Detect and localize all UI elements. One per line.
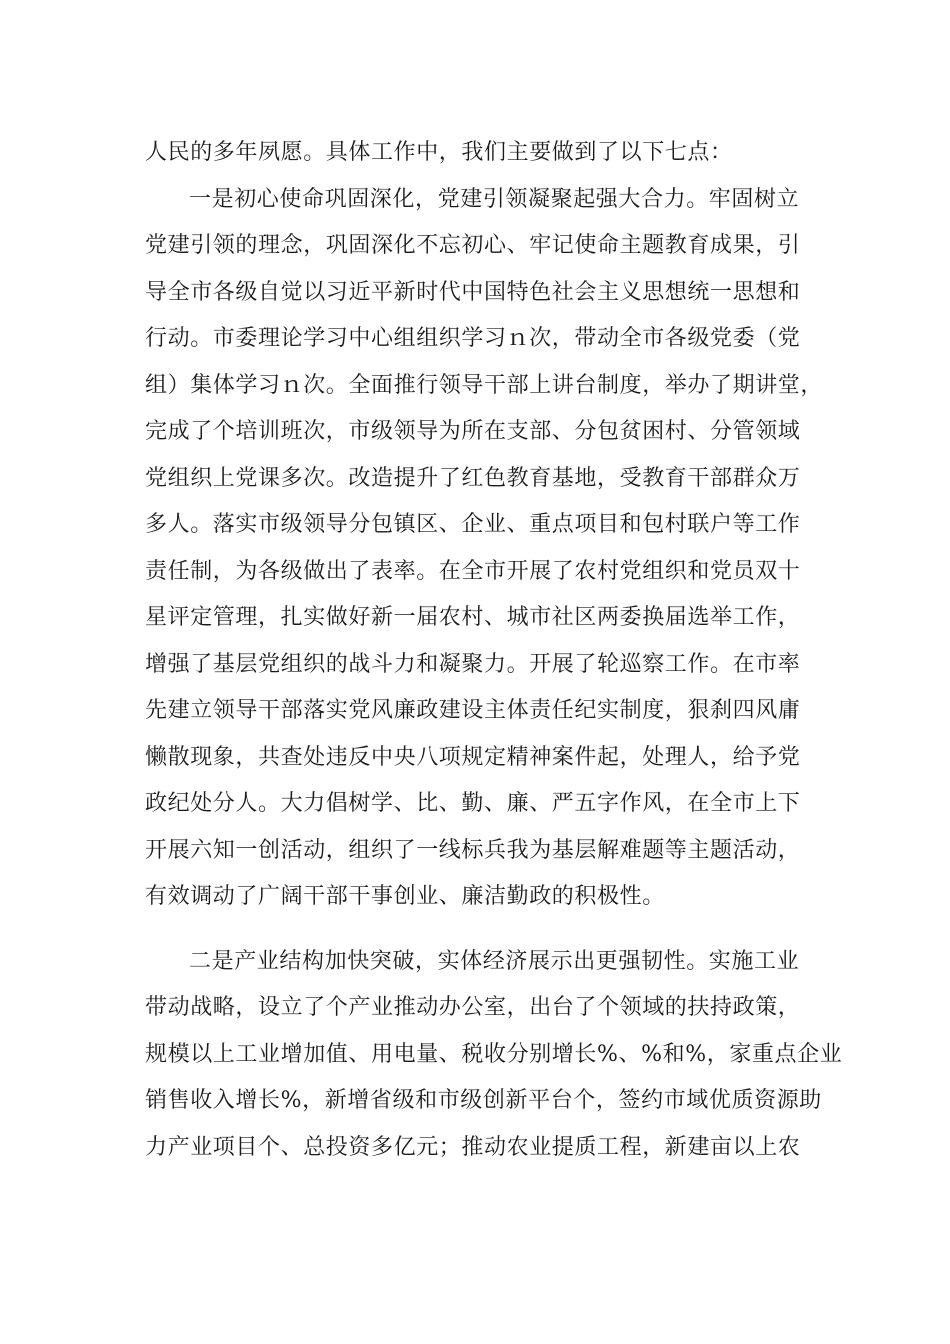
text-line: 人民的多年夙愿。具体工作中，我们主要做到了以下七点： <box>145 140 733 165</box>
text-line: 多人。落实市级领导分包镇区、企业、重点项目和包村联户等工作 <box>145 512 801 537</box>
paragraph-first-line: 二是产业结构加快突破，实体经济展示出更强韧性。实施工业 <box>189 948 800 974</box>
text-line: 销售收入增长%，新增省级和市级创新平台个，签约市域优质资源助 <box>145 1088 822 1113</box>
text-line: 开展六知一创活动，组织了一线标兵我为基层解难题等主题活动， <box>145 837 801 863</box>
text-line: 增强了基层党组织的战斗力和凝聚力。开展了轮巡察工作。在市率 <box>145 651 801 677</box>
text-line: 完成了个培训班次，市级领导为所在支部、分包贫困村、分管领域 <box>145 419 801 444</box>
text-line: 责任制，为各级做出了表率。在全市开展了农村党组织和党员双十 <box>145 558 801 584</box>
text-line: 先建立领导干部落实党风廉政建设主体责任纪实制度，狠刹四风庸 <box>145 698 801 723</box>
text-line: 带动战略，设立了个产业推动办公室，出台了个领域的扶持政策， <box>145 995 801 1020</box>
text-line: 导全市各级自觉以习近平新时代中国特色社会主义思想统一思想和 <box>145 279 801 305</box>
paragraph-spacer <box>145 921 810 939</box>
text-line: 星评定管理，扎实做好新一届农村、城市社区两委换届选举工作， <box>145 605 801 630</box>
text-line: 有效调动了广阔干部干事创业、廉洁勤政的积极性。 <box>145 884 665 909</box>
text-line: 力产业项目个、总投资多亿元；推动农业提质工程，新建亩以上农 <box>145 1134 801 1160</box>
text-line: 行动。市委理论学习中心组组织学习ｎ次，带动全市各级党委（党 <box>145 326 801 351</box>
text-line: 党建引领的理念，巩固深化不忘初心、牢记使命主题教育成果，引 <box>145 233 801 258</box>
body-text <box>145 130 843 1171</box>
text-line: 规模以上工业增加值、用电量、税收分别增长%、%和%，家重点企业 <box>145 1041 843 1067</box>
text-line: 懒散现象，共查处违反中央八项规定精神案件起，处理人，给予党 <box>145 744 801 770</box>
text-line: 党组织上党课多次。改造提升了红色教育基地，受教育干部群众万 <box>145 465 801 491</box>
paragraph-first-line: 一是初心使命巩固深化，党建引领凝聚起强大合力。牢固树立 <box>189 186 800 212</box>
text-line: 组）集体学习ｎ次。全面推行领导干部上讲台制度，举办了期讲堂， <box>145 372 824 398</box>
text-line: 政纪处分人。大力倡树学、比、勤、廉、严五字作风，在全市上下 <box>145 791 801 816</box>
